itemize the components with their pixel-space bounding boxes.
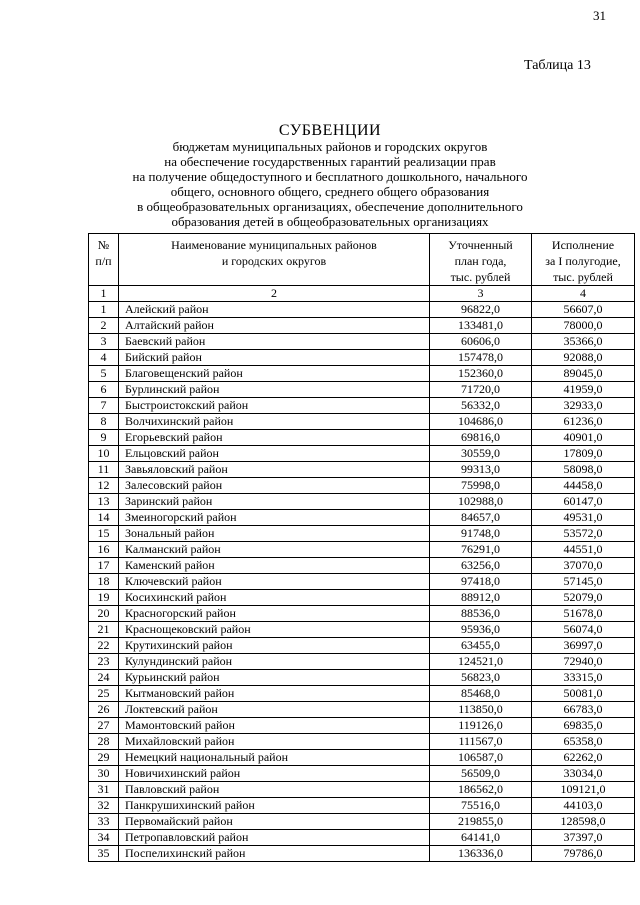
cell-exec-value: 33034,0 <box>532 766 635 782</box>
cell-district-name: Ключевский район <box>119 574 430 590</box>
table-row <box>89 318 635 334</box>
cell-num: 15 <box>89 526 119 542</box>
table-row <box>89 366 635 382</box>
subventions-table <box>88 233 635 862</box>
cell-plan-value: 95936,0 <box>430 622 532 638</box>
cell-exec-value: 51678,0 <box>532 606 635 622</box>
header-plan <box>430 234 532 286</box>
table-row <box>89 846 635 862</box>
table-row <box>89 350 635 366</box>
cell-plan-value: 219855,0 <box>430 814 532 830</box>
table-row <box>89 590 635 606</box>
cell-plan-value: 104686,0 <box>430 414 532 430</box>
cell-plan-value: 113850,0 <box>430 702 532 718</box>
cell-exec-value: 44458,0 <box>532 478 635 494</box>
cell-district-name: Кулундинский район <box>119 654 430 670</box>
cell-district-name: Кытмановский район <box>119 686 430 702</box>
title-line: бюджетам муниципальных районов и городских округов <box>172 139 488 154</box>
table-row <box>89 526 635 542</box>
header-name-line: и городских округов <box>221 254 327 268</box>
header-exec-line: Исполнение <box>551 238 615 252</box>
table-row <box>89 606 635 622</box>
cell-exec-value: 44551,0 <box>532 542 635 558</box>
cell-exec-value: 62262,0 <box>532 750 635 766</box>
header-plan-line: Уточненный <box>448 238 513 252</box>
header-num-line: № <box>97 238 110 252</box>
cell-plan-value: 136336,0 <box>430 846 532 862</box>
title-main: СУБВЕНЦИИ <box>278 122 382 139</box>
cell-exec-value: 92088,0 <box>532 350 635 366</box>
cell-plan-value: 111567,0 <box>430 734 532 750</box>
cell-plan-value: 91748,0 <box>430 526 532 542</box>
table-row <box>89 750 635 766</box>
cell-exec-value: 37397,0 <box>532 830 635 846</box>
cell-plan-value: 84657,0 <box>430 510 532 526</box>
cell-plan-value: 30559,0 <box>430 446 532 462</box>
column-number-row <box>89 286 635 302</box>
cell-exec-value: 57145,0 <box>532 574 635 590</box>
cell-exec-value: 50081,0 <box>532 686 635 702</box>
title-line: образования детей в общеобразовательных организациях <box>171 214 489 229</box>
cell-plan-value: 97418,0 <box>430 574 532 590</box>
cell-district-name: Косихинский район <box>119 590 430 606</box>
cell-exec-value: 61236,0 <box>532 414 635 430</box>
cell-district-name: Бурлинский район <box>119 382 430 398</box>
table-row <box>89 478 635 494</box>
table-row <box>89 510 635 526</box>
header-name <box>119 234 430 286</box>
cell-plan-value: 76291,0 <box>430 542 532 558</box>
cell-num: 7 <box>89 398 119 414</box>
cell-exec-value: 17809,0 <box>532 446 635 462</box>
cell-district-name: Локтевский район <box>119 702 430 718</box>
table-row <box>89 718 635 734</box>
cell-num: 16 <box>89 542 119 558</box>
cell-num: 33 <box>89 814 119 830</box>
table-body <box>89 302 635 862</box>
cell-plan-value: 124521,0 <box>430 654 532 670</box>
cell-num: 10 <box>89 446 119 462</box>
cell-district-name: Новичихинский район <box>119 766 430 782</box>
table-row <box>89 542 635 558</box>
cell-district-name: Панкрушихинский район <box>119 798 430 814</box>
cell-num: 9 <box>89 430 119 446</box>
cell-district-name: Михайловский район <box>119 734 430 750</box>
cell-exec-value: 53572,0 <box>532 526 635 542</box>
cell-exec-value: 66783,0 <box>532 702 635 718</box>
cell-num: 4 <box>89 350 119 366</box>
cell-district-name: Красногорский район <box>119 606 430 622</box>
header-exec <box>532 234 635 286</box>
document-title <box>80 123 580 229</box>
column-number: 3 <box>430 286 532 302</box>
header-name-line: Наименование муниципальных районов <box>171 238 377 252</box>
cell-district-name: Зональный район <box>119 526 430 542</box>
cell-plan-value: 186562,0 <box>430 782 532 798</box>
cell-exec-value: 78000,0 <box>532 318 635 334</box>
cell-district-name: Ельцовский район <box>119 446 430 462</box>
cell-plan-value: 119126,0 <box>430 718 532 734</box>
cell-num: 13 <box>89 494 119 510</box>
table-row <box>89 766 635 782</box>
cell-num: 34 <box>89 830 119 846</box>
cell-num: 12 <box>89 478 119 494</box>
cell-num: 20 <box>89 606 119 622</box>
cell-num: 27 <box>89 718 119 734</box>
cell-plan-value: 88912,0 <box>430 590 532 606</box>
cell-district-name: Егорьевский район <box>119 430 430 446</box>
cell-num: 32 <box>89 798 119 814</box>
cell-district-name: Немецкий национальный район <box>119 750 430 766</box>
title-line: на обеспечение государственных гарантий реализации прав <box>164 154 496 169</box>
cell-plan-value: 88536,0 <box>430 606 532 622</box>
cell-num: 23 <box>89 654 119 670</box>
table-row <box>89 430 635 446</box>
table-header-row <box>89 234 635 286</box>
table-label: Таблица 13 <box>524 58 591 73</box>
cell-num: 5 <box>89 366 119 382</box>
cell-district-name: Завьяловский район <box>119 462 430 478</box>
header-exec-line: за I полугодие, <box>545 254 621 268</box>
cell-plan-value: 96822,0 <box>430 302 532 318</box>
table-row <box>89 654 635 670</box>
cell-num: 35 <box>89 846 119 862</box>
title-line: в общеобразовательных организациях, обеспечение дополнительного <box>137 199 523 214</box>
table-row <box>89 702 635 718</box>
table-row <box>89 494 635 510</box>
cell-district-name: Крутихинский район <box>119 638 430 654</box>
cell-num: 11 <box>89 462 119 478</box>
cell-num: 26 <box>89 702 119 718</box>
table-row <box>89 782 635 798</box>
column-number: 1 <box>89 286 119 302</box>
cell-exec-value: 69835,0 <box>532 718 635 734</box>
cell-num: 17 <box>89 558 119 574</box>
cell-exec-value: 41959,0 <box>532 382 635 398</box>
cell-plan-value: 106587,0 <box>430 750 532 766</box>
cell-district-name: Алейский район <box>119 302 430 318</box>
cell-district-name: Благовещенский район <box>119 366 430 382</box>
table-row <box>89 462 635 478</box>
cell-exec-value: 79786,0 <box>532 846 635 862</box>
cell-num: 31 <box>89 782 119 798</box>
cell-num: 1 <box>89 302 119 318</box>
cell-plan-value: 75998,0 <box>430 478 532 494</box>
cell-num: 28 <box>89 734 119 750</box>
column-number: 4 <box>532 286 635 302</box>
cell-exec-value: 56607,0 <box>532 302 635 318</box>
table-row <box>89 558 635 574</box>
header-plan-line: тыс. рублей <box>450 270 511 284</box>
table-row <box>89 830 635 846</box>
cell-district-name: Заринский район <box>119 494 430 510</box>
title-line: на получение общедоступного и бесплатного дошкольного, начального <box>132 169 528 184</box>
cell-exec-value: 65358,0 <box>532 734 635 750</box>
cell-num: 25 <box>89 686 119 702</box>
cell-num: 8 <box>89 414 119 430</box>
cell-exec-value: 58098,0 <box>532 462 635 478</box>
cell-district-name: Алтайский район <box>119 318 430 334</box>
cell-plan-value: 63256,0 <box>430 558 532 574</box>
cell-num: 29 <box>89 750 119 766</box>
cell-plan-value: 60606,0 <box>430 334 532 350</box>
cell-plan-value: 85468,0 <box>430 686 532 702</box>
cell-exec-value: 109121,0 <box>532 782 635 798</box>
header-plan-line: план года, <box>454 254 507 268</box>
cell-district-name: Калманский район <box>119 542 430 558</box>
cell-num: 18 <box>89 574 119 590</box>
cell-num: 6 <box>89 382 119 398</box>
header-num-line: п/п <box>95 254 112 268</box>
table-row <box>89 622 635 638</box>
cell-plan-value: 152360,0 <box>430 366 532 382</box>
table-row <box>89 670 635 686</box>
table-row <box>89 334 635 350</box>
cell-exec-value: 36997,0 <box>532 638 635 654</box>
cell-num: 21 <box>89 622 119 638</box>
cell-exec-value: 49531,0 <box>532 510 635 526</box>
table-row <box>89 414 635 430</box>
cell-num: 3 <box>89 334 119 350</box>
cell-exec-value: 60147,0 <box>532 494 635 510</box>
cell-district-name: Павловский район <box>119 782 430 798</box>
cell-exec-value: 44103,0 <box>532 798 635 814</box>
cell-plan-value: 63455,0 <box>430 638 532 654</box>
cell-exec-value: 52079,0 <box>532 590 635 606</box>
table-row <box>89 814 635 830</box>
cell-district-name: Курьинский район <box>119 670 430 686</box>
cell-plan-value: 102988,0 <box>430 494 532 510</box>
cell-plan-value: 157478,0 <box>430 350 532 366</box>
table-row <box>89 686 635 702</box>
cell-district-name: Залесовский район <box>119 478 430 494</box>
cell-plan-value: 99313,0 <box>430 462 532 478</box>
cell-plan-value: 71720,0 <box>430 382 532 398</box>
table-row <box>89 798 635 814</box>
cell-num: 22 <box>89 638 119 654</box>
cell-plan-value: 64141,0 <box>430 830 532 846</box>
cell-plan-value: 75516,0 <box>430 798 532 814</box>
cell-num: 14 <box>89 510 119 526</box>
title-line: общего, основного общего, среднего общего образования <box>170 184 490 199</box>
cell-num: 2 <box>89 318 119 334</box>
cell-plan-value: 133481,0 <box>430 318 532 334</box>
cell-num: 19 <box>89 590 119 606</box>
cell-plan-value: 56509,0 <box>430 766 532 782</box>
cell-district-name: Поспелихинский район <box>119 846 430 862</box>
cell-plan-value: 56823,0 <box>430 670 532 686</box>
cell-num: 24 <box>89 670 119 686</box>
cell-exec-value: 72940,0 <box>532 654 635 670</box>
table-row <box>89 734 635 750</box>
cell-district-name: Каменский район <box>119 558 430 574</box>
cell-district-name: Быстроистокский район <box>119 398 430 414</box>
cell-plan-value: 56332,0 <box>430 398 532 414</box>
cell-num: 30 <box>89 766 119 782</box>
table-row <box>89 398 635 414</box>
cell-exec-value: 128598,0 <box>532 814 635 830</box>
table-row <box>89 638 635 654</box>
cell-exec-value: 56074,0 <box>532 622 635 638</box>
header-num <box>89 234 119 286</box>
cell-district-name: Краснощековский район <box>119 622 430 638</box>
header-exec-line: тыс. рублей <box>553 270 613 284</box>
cell-exec-value: 32933,0 <box>532 398 635 414</box>
cell-district-name: Мамонтовский район <box>119 718 430 734</box>
cell-district-name: Бийский район <box>119 350 430 366</box>
cell-district-name: Змеиногорский район <box>119 510 430 526</box>
cell-district-name: Волчихинский район <box>119 414 430 430</box>
cell-plan-value: 69816,0 <box>430 430 532 446</box>
cell-exec-value: 37070,0 <box>532 558 635 574</box>
table-row <box>89 302 635 318</box>
cell-district-name: Петропавловский район <box>119 830 430 846</box>
column-number: 2 <box>119 286 430 302</box>
cell-exec-value: 33315,0 <box>532 670 635 686</box>
table-row <box>89 574 635 590</box>
table-row <box>89 446 635 462</box>
cell-district-name: Баевский район <box>119 334 430 350</box>
cell-exec-value: 89045,0 <box>532 366 635 382</box>
cell-district-name: Первомайский район <box>119 814 430 830</box>
table-row <box>89 382 635 398</box>
cell-exec-value: 35366,0 <box>532 334 635 350</box>
page-number: 31 <box>593 8 606 23</box>
cell-exec-value: 40901,0 <box>532 430 635 446</box>
